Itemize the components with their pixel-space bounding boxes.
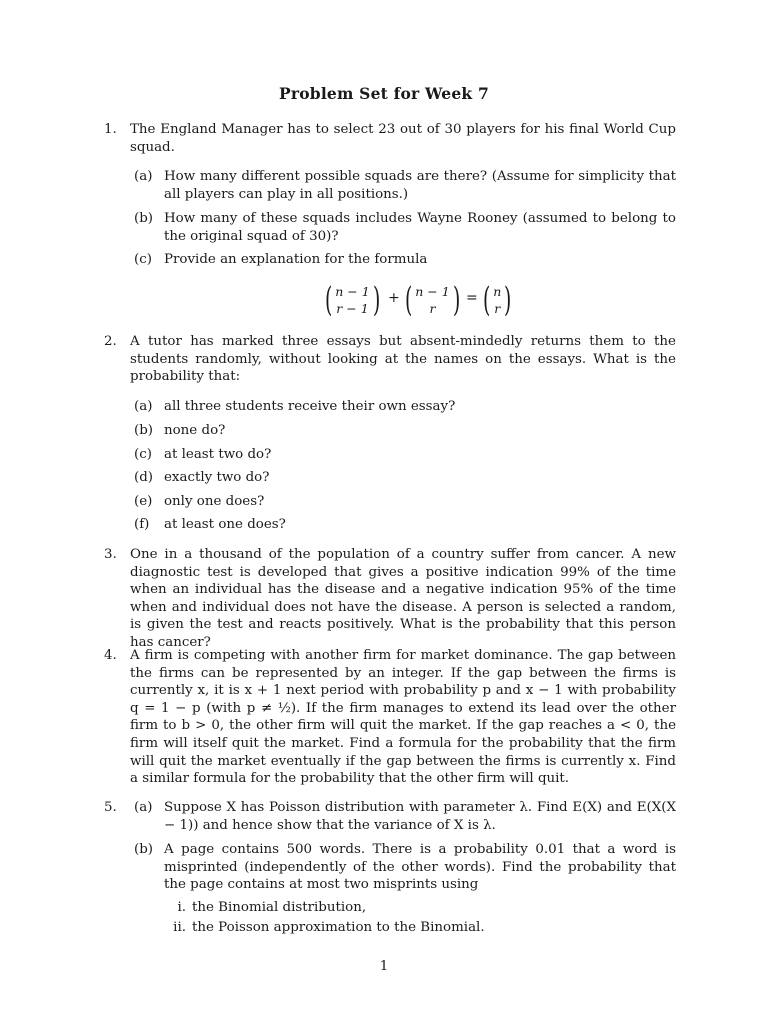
item-label: (b) bbox=[134, 842, 154, 857]
item-text: exactly two do? bbox=[164, 470, 270, 485]
problem-5b bbox=[134, 841, 676, 894]
item-text: at least two do? bbox=[164, 447, 272, 462]
binomial-top: n bbox=[493, 284, 502, 299]
problem-number: 5. bbox=[104, 800, 117, 815]
problem-2b bbox=[134, 422, 676, 440]
item-text: none do? bbox=[164, 423, 226, 438]
binomial-bottom: r bbox=[494, 301, 501, 316]
item-label: (e) bbox=[134, 494, 153, 509]
item-text: Provide an explanation for the formula bbox=[164, 252, 428, 267]
binomial-1: ( n − 1 r − 1 ) bbox=[324, 280, 380, 320]
item-label: (f) bbox=[134, 517, 150, 532]
item-label: (a) bbox=[134, 399, 153, 414]
item-label: ii. bbox=[173, 920, 186, 935]
problem-number: 3. bbox=[104, 547, 117, 562]
binomial-bottom: r − 1 bbox=[336, 301, 369, 316]
problem-1 bbox=[104, 121, 676, 156]
item-label: (c) bbox=[134, 252, 152, 267]
problem-4 bbox=[104, 647, 676, 788]
problem-5a bbox=[134, 799, 676, 834]
item-text: the Binomial distribution, bbox=[192, 900, 367, 915]
binomial-bottom: r bbox=[429, 301, 436, 316]
binomial-3: ( n r ) bbox=[482, 280, 512, 320]
item-label: (d) bbox=[134, 470, 154, 485]
problem-number: 4. bbox=[104, 648, 117, 663]
problem-2 bbox=[104, 333, 676, 386]
problem-2e bbox=[134, 493, 676, 511]
item-text: all three students receive their own essay? bbox=[164, 399, 456, 414]
item-label: (b) bbox=[134, 211, 154, 226]
item-text: the Poisson approximation to the Binomial. bbox=[192, 920, 485, 935]
problem-5b-ii bbox=[164, 919, 676, 937]
problem-text: One in a thousand of the population of a country suffer from cancer. A new diagnostic test is developed that gives a positive indication 99% of the time when an individual has the disease and a negative indication 95% of the time when and individual does not have the disease. A person is selected a random, is given the test and reacts positively. What is the probability that this person has cancer? bbox=[130, 547, 676, 650]
problem-text: A tutor has marked three essays but absent-mindedly returns them to the students randomly, without looking at the names on the essays. What is the probability that: bbox=[130, 334, 676, 385]
item-label: (b) bbox=[134, 423, 154, 438]
binomial-top: n − 1 bbox=[335, 284, 370, 299]
problem-text: A firm is competing with another firm for market dominance. The gap between the firms can be represented by an integer. If the gap between the firms is currently x, it is x + 1 next period with probability p and x − 1 with probability q = 1 − p (with p ≠ ½). If the firm manages to extend its lead over the other firm to b > 0, the other firm will quit the market. If the gap reaches a < 0, the firm will itself quit the market. Find a formula for the probability that the firm will quit the market eventually if the gap between the firms is currently x. Find a similar formula for the probability that the other firm will quit. bbox=[130, 648, 676, 787]
problem-text: The England Manager has to select 23 out of 30 players for his final World Cup squad. bbox=[130, 122, 676, 155]
problem-1b bbox=[134, 210, 676, 245]
problem-number: 1. bbox=[104, 122, 117, 137]
item-text: A page contains 500 words. There is a probability 0.01 that a word is misprinted (independently of the other words). Find the probability that the page contains at most two misprints using bbox=[164, 842, 676, 893]
item-text: only one does? bbox=[164, 494, 265, 509]
item-label: (a) bbox=[134, 169, 153, 184]
problem-2f bbox=[134, 516, 676, 534]
item-text: How many different possible squads are there? (Assume for simplicity that all players can play in all positions.) bbox=[164, 169, 676, 202]
problem-number: 2. bbox=[104, 334, 117, 349]
binomial-identity-formula bbox=[0, 280, 768, 324]
equals-sign: = bbox=[466, 290, 478, 306]
item-text: How many of these squads includes Wayne Rooney (assumed to belong to the original squad of 30)? bbox=[164, 211, 676, 244]
problem-3 bbox=[104, 546, 676, 652]
page-title: Problem Set for Week 7 bbox=[279, 84, 489, 103]
problem-2d bbox=[134, 469, 676, 487]
item-text: Suppose X has Poisson distribution with parameter λ. Find E(X) and E(X(X − 1)) and hence show that the variance of X is λ. bbox=[164, 800, 676, 833]
item-text: at least one does? bbox=[164, 517, 286, 532]
item-label: (a) bbox=[134, 800, 153, 815]
problem-2a bbox=[134, 398, 676, 416]
plus-sign: + bbox=[388, 290, 400, 306]
binomial-top: n − 1 bbox=[415, 284, 450, 299]
binomial-2: ( n − 1 r ) bbox=[404, 280, 460, 320]
problem-1a bbox=[134, 168, 676, 203]
problem-1c bbox=[134, 251, 676, 269]
page-number: 1 bbox=[379, 959, 389, 974]
item-label: (c) bbox=[134, 447, 152, 462]
item-label: i. bbox=[177, 900, 186, 915]
problem-5b-i bbox=[164, 899, 676, 917]
problem-2c bbox=[134, 446, 676, 464]
